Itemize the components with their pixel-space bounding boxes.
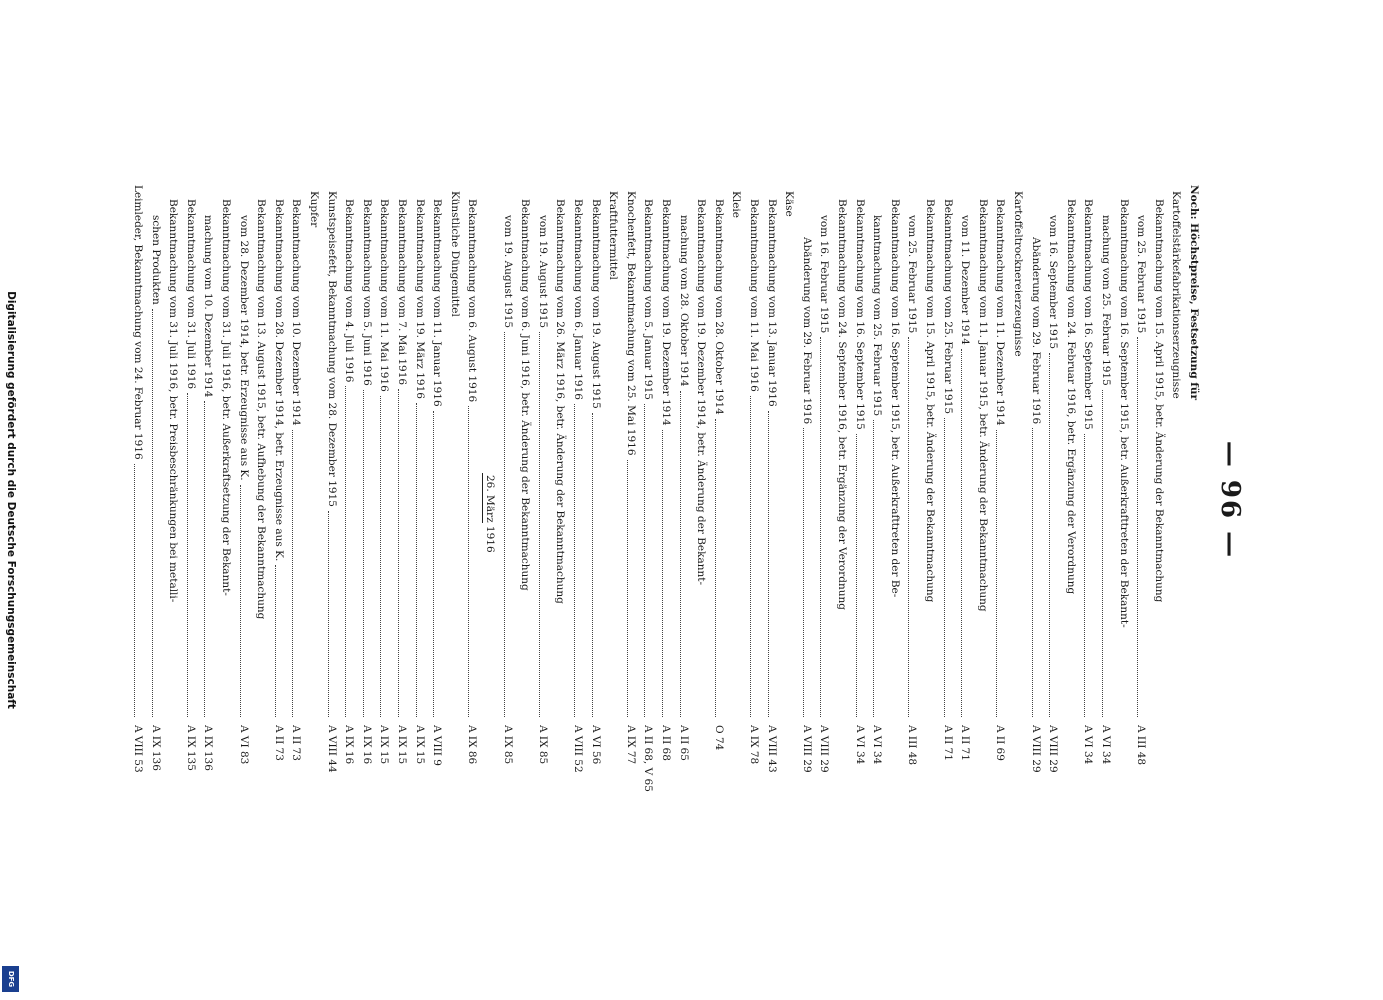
index-entry-text: 26. März 1916 [484, 475, 496, 553]
index-entry-reference: A VIII 44 [325, 725, 338, 773]
index-entry-text: machung vom 25. Februar 1915 [1100, 215, 1112, 386]
dot-leader [539, 332, 551, 717]
index-entry-text: vom 28. Dezember 1914, betr. Erzeugnisse aus K. [237, 215, 250, 481]
index-entry-text: Noch: Höchstpreise, Festsetzung für [1188, 185, 1200, 400]
index-entry-text: Bekanntmachung vom 6. Juni 1916, betr. Änderung der Bekanntmachung [519, 199, 532, 591]
index-entry [1135, 185, 1147, 805]
dot-leader [380, 396, 392, 717]
dot-leader [715, 419, 727, 717]
dot-leader [644, 404, 656, 717]
index-entry [678, 185, 690, 805]
index-entry-text: Bekanntmachung vom 4. Juli 1916 [343, 199, 356, 383]
dot-leader [1049, 353, 1061, 717]
dot-leader [1032, 428, 1044, 717]
index-entry-text: Kupfer [308, 191, 320, 228]
index-entry-text: Bekanntmachung vom 16. September 1915, betr. Außerkrafttreten der Be- [888, 199, 901, 598]
dot-leader [996, 430, 1008, 717]
index-entry [554, 185, 566, 805]
dot-leader [468, 406, 480, 717]
index-entry-text: Bekanntmachung vom 16. September 1915 [1082, 199, 1095, 430]
index-entry-text: Bekanntmachung vom 15. April 1915, betr. Änderung der Bekanntmachung [924, 199, 936, 603]
index-entry-text: Bekanntmachung vom 19. Dezember 1914 [660, 199, 672, 426]
index-entry-text: Bekanntmachung vom 11. Dezember 1914 [994, 199, 1007, 426]
dot-leader [504, 332, 516, 717]
index-entry-text: Bekanntmachung vom 13. Januar 1916 [765, 199, 778, 407]
index-entry-text: Kraftfuttermittel [607, 191, 620, 280]
index-entry [977, 185, 989, 805]
index-entry-reference: A VIII 29 [1029, 725, 1042, 773]
index-entry [660, 185, 672, 805]
index-entry-reference: A IX 135 [184, 725, 197, 771]
dot-leader [152, 309, 164, 717]
index-entry-text: Bekanntmachung vom 6. August 1916 [466, 199, 479, 403]
index-entry-text: machung vom 10. Dezember 1914 [202, 215, 215, 398]
index-entry [642, 185, 654, 805]
index-entry-text: Kleie [730, 191, 743, 218]
index-entry-text: Bekanntmachung vom 7. Mai 1916 [396, 199, 408, 386]
index-entry-reference: A II 68, V 65 [642, 725, 655, 792]
index-entry [695, 185, 707, 805]
index-entry-text: machung vom 28. Oktober 1914 [677, 215, 690, 387]
dot-leader [187, 393, 199, 717]
index-entry [748, 185, 760, 805]
index-entry-reference: A VIII 29 [800, 725, 813, 773]
index-entry-text: Bekanntmachung vom 10. Dezember 1914 [290, 199, 303, 426]
index-entry [994, 185, 1006, 805]
underline-rule [482, 473, 483, 523]
dfg-logo [2, 966, 19, 992]
index-entry [378, 185, 390, 805]
index-entry [783, 185, 795, 805]
index-entry-reference: A VIII 29 [1047, 725, 1060, 773]
index-entry-text: kanntmachung vom 25. Februar 1915 [871, 215, 884, 417]
index-entry-reference: A II 69 [994, 725, 1007, 761]
index-page [120, 185, 1200, 825]
index-entry-text: Bekanntmachung vom 11. Mai 1916 [378, 199, 391, 392]
index-entry-reference: A IX 16 [343, 725, 356, 765]
index-entry [396, 185, 408, 805]
index-entry-reference: A III 48 [906, 725, 919, 766]
index-entry [1118, 185, 1130, 805]
index-entry [836, 185, 848, 805]
index-entry [713, 185, 725, 805]
index-entry [1170, 185, 1182, 805]
index-entry-reference: A II 68 [660, 725, 672, 761]
index-entry [202, 185, 214, 805]
index-entry-reference: A VIII 9 [431, 725, 444, 766]
index-entry [255, 185, 267, 805]
index-entry [889, 185, 901, 805]
index-entry-reference: A IX 85 [501, 725, 514, 765]
index-entry-text: Bekanntmachung vom 19. Dezember 1914, betr. Änderung der Bekannt- [695, 199, 708, 586]
index-entry-text: Bekanntmachung vom 31. Juli 1916 [184, 199, 197, 390]
dot-leader [908, 337, 920, 717]
index-entry-text: Bekanntmachung vom 11. Januar 1916 [431, 199, 444, 407]
index-entry [449, 185, 461, 805]
index-entry-reference: A II 73 [272, 725, 285, 761]
dot-leader [363, 390, 375, 717]
index-entry [1188, 185, 1200, 805]
dot-leader [433, 411, 445, 717]
index-entry [150, 185, 162, 805]
index-entry [871, 185, 883, 805]
dot-leader [240, 485, 252, 717]
index-entry [1100, 185, 1112, 805]
index-entry-reference: A VIII 53 [132, 725, 144, 773]
dot-leader [204, 401, 216, 717]
index-entry-text: Bekanntmachung vom 25. Februar 1915 [941, 199, 954, 415]
index-entry [502, 185, 514, 805]
dot-leader [627, 460, 639, 717]
index-entry [818, 185, 830, 805]
index-entry-reference: A IX 78 [748, 725, 760, 765]
index-entry [361, 185, 373, 805]
dot-leader [398, 389, 410, 717]
index-entry-text: vom 25. Februar 1915 [1135, 215, 1148, 334]
index-entry-reference: A IX 86 [466, 725, 479, 765]
index-entry-text: Käse [783, 191, 796, 217]
index-entry-text: schen Produkten [149, 215, 162, 305]
index-entry [572, 185, 584, 805]
index-entry [730, 185, 742, 805]
index-entry [1030, 185, 1042, 805]
index-entry-reference: A VIII 52 [572, 725, 584, 773]
index-entry [466, 185, 478, 805]
index-entry [1047, 185, 1059, 805]
index-entry-reference: A IX 15 [413, 725, 426, 765]
index-entry-text: Bekanntmachung vom 16. September 1915 [853, 199, 866, 430]
index-entry-text: Bekanntmachung vom 24. September 1916, betr. Ergänzung der Verordnung [836, 199, 848, 610]
index-entry [625, 185, 637, 805]
index-entry-text: Bekanntmachung vom 19. August 1915 [589, 199, 602, 409]
index-entry [326, 185, 338, 805]
index-entry [1012, 185, 1024, 805]
dot-leader [1102, 390, 1114, 717]
index-entry [290, 185, 302, 805]
index-entry [484, 185, 496, 805]
index-entry-reference: A II 65 [677, 725, 690, 761]
dot-leader [961, 349, 973, 717]
index-entry [1065, 185, 1077, 805]
dot-leader [328, 511, 340, 717]
index-entry [801, 185, 813, 805]
index-entry-text: Abänderung vom 29. Februar 1916 [1029, 237, 1042, 425]
index-entry [607, 185, 619, 805]
dfg-logo-text: DFG [6, 970, 15, 988]
index-entry-text: Bekanntmachung vom 31. Juli 1916, betr. Außerkraftsetzung der Bekannt- [220, 199, 232, 596]
dot-leader [592, 413, 604, 717]
index-entry [942, 185, 954, 805]
dot-leader [768, 411, 780, 717]
dot-leader [345, 386, 357, 717]
index-entry [220, 185, 232, 805]
index-entry [959, 185, 971, 805]
index-entry [1153, 185, 1165, 805]
dot-leader [856, 434, 868, 717]
index-entry-reference: A IX 136 [149, 725, 162, 771]
index-entry [431, 185, 443, 805]
index-entry [414, 185, 426, 805]
index-entry [854, 185, 866, 805]
index-entry [167, 185, 179, 805]
dot-leader [944, 418, 956, 717]
index-entry-reference: A VI 34 [1100, 725, 1112, 765]
index-entry [273, 185, 285, 805]
index-entry [924, 185, 936, 805]
index-entry-reference: A II 71 [941, 725, 954, 761]
digitization-footer: Digitalisierung gefördert durch die Deutsche Forschungsgemeinschaft [5, 291, 17, 709]
index-entry-text: Knochenfett, Bekanntmachung vom 25. Mai 1916 [624, 191, 637, 456]
index-entry [343, 185, 355, 805]
index-entry-reference: A VIII 29 [818, 725, 831, 773]
index-entry-reference: A IX 136 [202, 725, 215, 771]
dot-leader [416, 403, 428, 717]
index-entry-text: Bekanntmachung vom 31. Juli 1916, betr. Preisbeschränkungen bei metalli- [167, 199, 180, 603]
index-entry-reference: A VI 34 [871, 725, 884, 765]
index-entry-text: Bekanntmachung vom 6. Januar 1916 [572, 199, 584, 400]
index-entry [766, 185, 778, 805]
dot-leader [820, 337, 832, 717]
index-entry-text: Kartoffelstärkefabrikationserzeugnisse [1170, 191, 1183, 399]
index-entry-text: Bekanntmachung vom 13. August 1915, betr. Aufhebung der Bekanntmachung [255, 199, 268, 620]
dot-leader [873, 420, 885, 717]
index-entry [906, 185, 918, 805]
index-entry-text: Bekanntmachung vom 19. März 1916 [413, 199, 426, 399]
index-entry-text: Bekanntmachung vom 28. Oktober 1914 [712, 199, 725, 415]
index-entry [238, 185, 250, 805]
index-entry-text: Bekanntmachung vom 28. Dezember 1914, betr. Erzeugnisse aus K. [272, 199, 285, 562]
dot-leader [574, 404, 586, 717]
index-entry-text: Kartoffeltrocknereierzeugnisse [1012, 191, 1024, 357]
index-entry-text: Bekanntmachung vom 24. Februar 1916, betr. Ergänzung der Verordnung [1064, 199, 1077, 595]
index-entry-reference: A II 73 [290, 725, 303, 761]
index-entry-reference: A III 48 [1135, 725, 1148, 766]
dot-leader [1084, 434, 1096, 717]
index-entry [1082, 185, 1094, 805]
index-entry-text: vom 25. Februar 1915 [906, 215, 919, 334]
index-entry-text: vom 19. August 1915 [501, 215, 514, 329]
index-entry-reference: A IX 16 [360, 725, 373, 765]
index-entry-reference: A IX 15 [396, 725, 408, 765]
index-entry [519, 185, 531, 805]
index-entry-reference: A VI 34 [853, 725, 866, 765]
page-number: — 96 — [1215, 440, 1245, 560]
index-entry-text: Bekanntmachung vom 26. März 1916, betr. Änderung der Bekanntmachung [554, 199, 567, 604]
dot-leader [662, 430, 674, 717]
index-entry-text: vom 19. August 1915 [536, 215, 549, 329]
dot-leader [275, 565, 287, 717]
index-entry-text: Bekanntmachung vom 11. Januar 1915, betr. Änderung der Bekanntmachung [976, 199, 989, 612]
index-entry-reference: A IX 85 [536, 725, 549, 765]
dot-leader [803, 428, 815, 717]
dot-leader [750, 396, 762, 717]
index-entry [537, 185, 549, 805]
index-entry-text: Künstliche Düngemittel [448, 191, 461, 317]
index-entry-reference: A VI 83 [237, 725, 250, 765]
index-entry-reference: A IX 77 [624, 725, 637, 765]
index-entry [590, 185, 602, 805]
index-entry-text: Kunstspeisefett, Bekanntmachung vom 28. Dezember 1915 [325, 191, 338, 507]
index-entry-text: Bekanntmachung vom 15. April 1915, betr. Änderung der Bekanntmachung [1152, 199, 1165, 603]
index-entry [308, 185, 320, 805]
index-entry-reference: A VI 56 [589, 725, 602, 765]
index-entry-text: vom 11. Dezember 1914 [959, 215, 972, 345]
index-entry-reference: A II 71 [959, 725, 972, 761]
dot-leader [1137, 337, 1149, 717]
index-entry [185, 185, 197, 805]
dot-leader [134, 464, 146, 717]
dot-leader [680, 391, 692, 717]
index-entry-reference: A VI 34 [1082, 725, 1095, 765]
index-entry-text: vom 16. September 1915 [1047, 215, 1060, 350]
index-entry-text: Bekanntmachung vom 5. Januar 1915 [642, 199, 655, 400]
index-entry-reference: O 74 [712, 725, 725, 751]
index-entry [132, 185, 144, 805]
index-entry-reference: A IX 15 [378, 725, 391, 765]
index-entry-text: Bekanntmachung vom 16. September 1915, betr. Außerkrafttreten der Bekannt- [1117, 199, 1130, 628]
index-entry-text: Bekanntmachung vom 11. Mai 1916 [748, 199, 760, 392]
dot-leader [292, 430, 304, 717]
index-entry-text: Bekanntmachung vom 5. Juni 1916 [360, 199, 373, 386]
index-entry-reference: A VIII 43 [765, 725, 778, 773]
index-entry-text: vom 16. Februar 1915 [818, 215, 831, 334]
index-entry-text: Abänderung vom 29. Februar 1916 [800, 237, 813, 425]
index-entry-text: Leimleder, Bekanntmachung vom 24. Februar 1916 [132, 185, 144, 460]
